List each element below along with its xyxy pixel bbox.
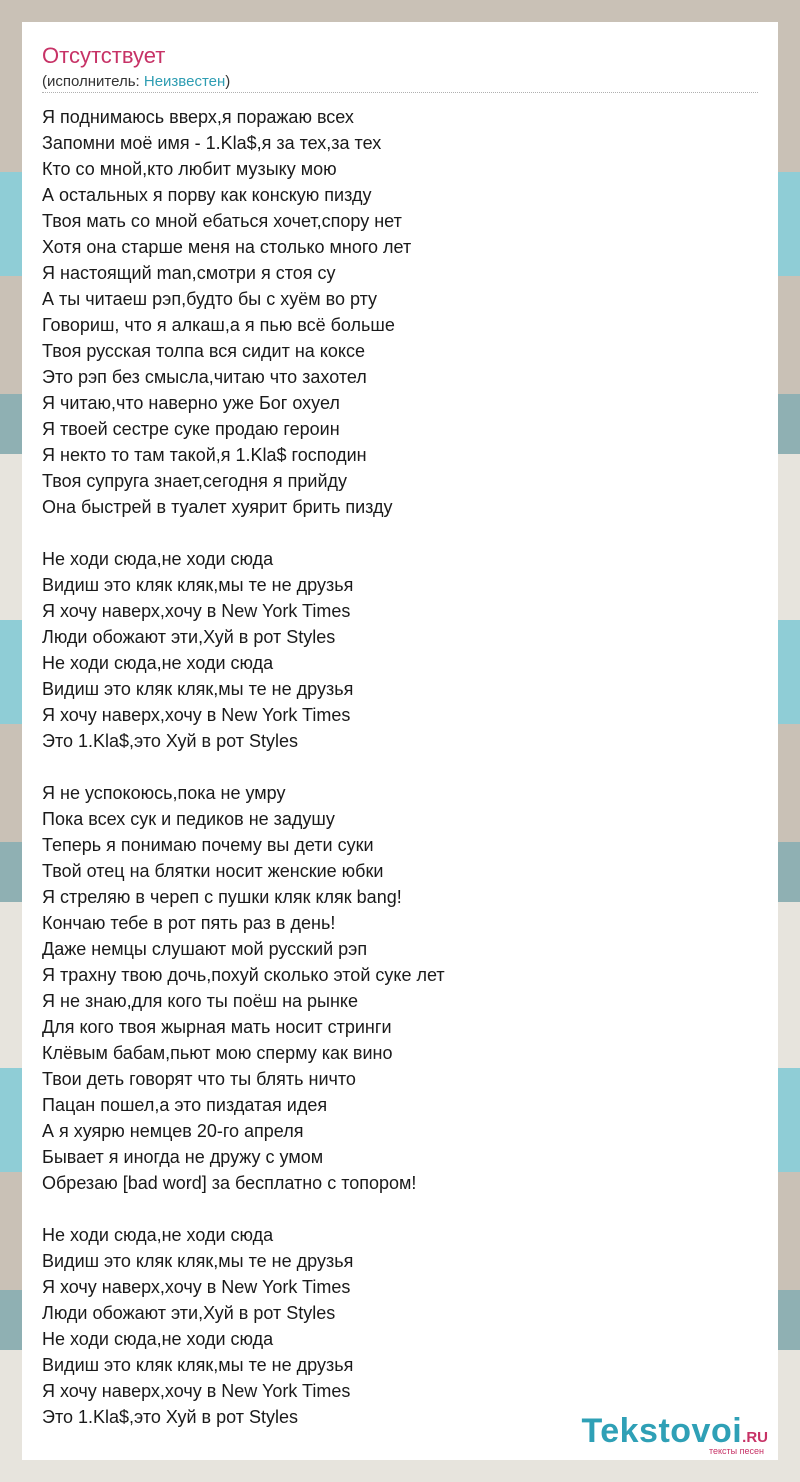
lyric-line: Твоя русская толпа вся сидит на коксе bbox=[42, 341, 365, 361]
verse bbox=[42, 780, 758, 1196]
lyric-line: Пацан пошел,а это пиздатая идея bbox=[42, 1095, 328, 1115]
title-divider bbox=[42, 92, 758, 93]
lyric-line: Для кого твоя жырная мать носит стринги bbox=[42, 1017, 392, 1037]
lyric-line: А остальных я порву как конскую пизду bbox=[42, 185, 372, 205]
lyric-line: Я настоящий man,смотри я стоя су bbox=[42, 263, 336, 283]
lyric-line: Это рэп без смысла,читаю что захотел bbox=[42, 367, 367, 387]
lyric-line: Не ходи сюда,не ходи сюда bbox=[42, 653, 274, 673]
lyric-line: Видиш это кляк кляк,мы те не друзья bbox=[42, 1355, 354, 1375]
lyric-line: Твоя супруга знает,сегодня я прийду bbox=[42, 471, 348, 491]
verse bbox=[42, 1222, 758, 1430]
lyric-line: Это 1.Kla$,это Хуй в рот Styles bbox=[42, 1407, 298, 1427]
lyric-line: Обрезаю [bad word] за бесплатно с топором! bbox=[42, 1173, 417, 1193]
lyric-line: Видиш это кляк кляк,мы те не друзья bbox=[42, 575, 354, 595]
lyric-line: Кто со мной,кто любит музыку мою bbox=[42, 159, 337, 179]
lyric-line: Видиш это кляк кляк,мы те не друзья bbox=[42, 1251, 354, 1271]
lyric-line: Она быстрей в туалет хуярит брить пизду bbox=[42, 497, 393, 517]
lyric-line: Не ходи сюда,не ходи сюда bbox=[42, 1225, 274, 1245]
lyric-line: Твоя мать со мной ебаться хочет,спору нет bbox=[42, 211, 402, 231]
lyric-line: Я твоей сестре суке продаю героин bbox=[42, 419, 340, 439]
lyric-line: А я хуярю немцев 20-го апреля bbox=[42, 1121, 304, 1141]
lyric-line: Я читаю,что наверно уже Бог охуел bbox=[42, 393, 340, 413]
lyric-line: Даже немцы слушают мой русский рэп bbox=[42, 939, 368, 959]
lyric-line: Я не знаю,для кого ты поёш на рынке bbox=[42, 991, 359, 1011]
lyric-line: Бывает я иногда не дружу с умом bbox=[42, 1147, 324, 1167]
lyric-line: Это 1.Kla$,это Хуй в рот Styles bbox=[42, 731, 298, 751]
lyric-line: Твой отец на блятки носит женские юбки bbox=[42, 861, 384, 881]
logo-wordmark: Tekstovoi bbox=[581, 1412, 743, 1450]
logo-tld: .RU bbox=[742, 1429, 768, 1446]
logo-tagline: тексты песен bbox=[708, 1446, 764, 1456]
artist-suffix: ) bbox=[225, 73, 231, 90]
lyric-line: Я некто то там такой,я 1.Kla$ господин bbox=[42, 445, 367, 465]
verse bbox=[42, 546, 758, 754]
lyric-line: Не ходи сюда,не ходи сюда bbox=[42, 1329, 274, 1349]
artist-link[interactable]: Неизвестен bbox=[143, 73, 226, 90]
lyric-line: Я поднимаюсь вверх,я поражаю всех bbox=[42, 107, 354, 127]
lyric-line: Пока всех сук и педиков не задушу bbox=[42, 809, 335, 829]
lyric-line: Хотя она старше меня на столько много лет bbox=[42, 237, 412, 257]
lyric-line: Не ходи сюда,не ходи сюда bbox=[42, 549, 274, 569]
lyric-line: А ты читаеш рэп,будто бы с хуём во рту bbox=[42, 289, 378, 309]
lyric-line: Я не успокоюсь,пока не умру bbox=[42, 783, 286, 803]
lyric-line: Я хочу наверх,хочу в New York Times bbox=[42, 1381, 351, 1401]
lyrics-card bbox=[22, 22, 778, 1460]
lyric-line: Запомни моё имя - 1.Kla$,я за тех,за тех bbox=[42, 133, 382, 153]
lyric-line: Видиш это кляк кляк,мы те не друзья bbox=[42, 679, 354, 699]
lyric-line: Я трахну твою дочь,похуй сколько этой суке лет bbox=[42, 965, 445, 985]
lyric-line: Я хочу наверх,хочу в New York Times bbox=[42, 1277, 351, 1297]
lyric-line: Люди обожают эти,Хуй в рот Styles bbox=[42, 627, 336, 647]
verse bbox=[42, 104, 758, 520]
artist-prefix: (исполнитель: bbox=[42, 73, 144, 90]
lyric-line: Люди обожают эти,Хуй в рот Styles bbox=[42, 1303, 336, 1323]
lyric-line: Теперь я понимаю почему вы дети суки bbox=[42, 835, 374, 855]
lyric-line: Кончаю тебе в рот пять раз в день! bbox=[42, 913, 336, 933]
lyric-line: Говориш, что я алкаш,а я пью всё больше bbox=[42, 315, 395, 335]
lyric-line: Я хочу наверх,хочу в New York Times bbox=[42, 601, 351, 621]
lyric-line: Твои деть говорят что ты блять ничто bbox=[42, 1069, 356, 1089]
lyrics-text bbox=[42, 104, 758, 1430]
lyric-line: Я стреляю в череп с пушки кляк кляк bang! bbox=[42, 887, 402, 907]
artist-line bbox=[42, 72, 230, 92]
song-title: Отсутствует bbox=[42, 43, 166, 68]
site-logo[interactable] bbox=[581, 1414, 768, 1456]
lyric-line: Я хочу наверх,хочу в New York Times bbox=[42, 705, 351, 725]
lyric-line: Клёвым бабам,пьют мою сперму как вино bbox=[42, 1043, 393, 1063]
